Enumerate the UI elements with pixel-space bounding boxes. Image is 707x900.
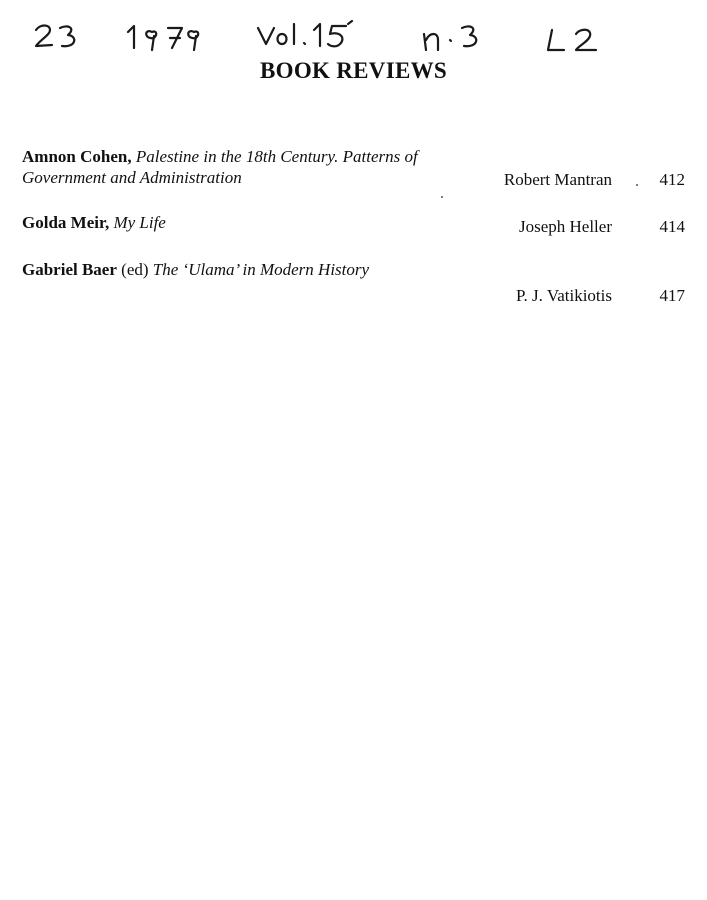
review-work <box>22 146 437 188</box>
review-title: Palestine in the 18th Century. Patterns of Government and Administration <box>22 147 418 187</box>
review-entry <box>22 212 687 236</box>
review-entry <box>22 259 687 305</box>
handwritten-annotation <box>30 18 630 58</box>
review-work <box>22 212 437 233</box>
review-title: My Life <box>113 213 166 232</box>
scan-speck <box>636 184 638 186</box>
review-reviewer: Robert Mantran <box>503 170 612 189</box>
review-editor-note: (ed) <box>121 260 149 279</box>
review-entry <box>22 146 687 190</box>
review-reviewer: Joseph Heller <box>518 217 612 236</box>
review-work <box>22 259 402 280</box>
review-author: Golda Meir, <box>22 213 110 232</box>
scan-speck <box>441 196 443 198</box>
review-page: 414 <box>659 217 685 236</box>
review-title: The ‘Ulama’ in Modern History <box>152 260 370 279</box>
review-author: Amnon Cohen, <box>22 147 132 166</box>
page-title: BOOK REVIEWS <box>259 58 447 83</box>
review-page: 412 <box>659 170 685 189</box>
review-page: 417 <box>659 286 685 305</box>
review-author: Gabriel Baer <box>22 260 117 279</box>
review-reviewer: P. J. Vatikiotis <box>515 286 612 305</box>
